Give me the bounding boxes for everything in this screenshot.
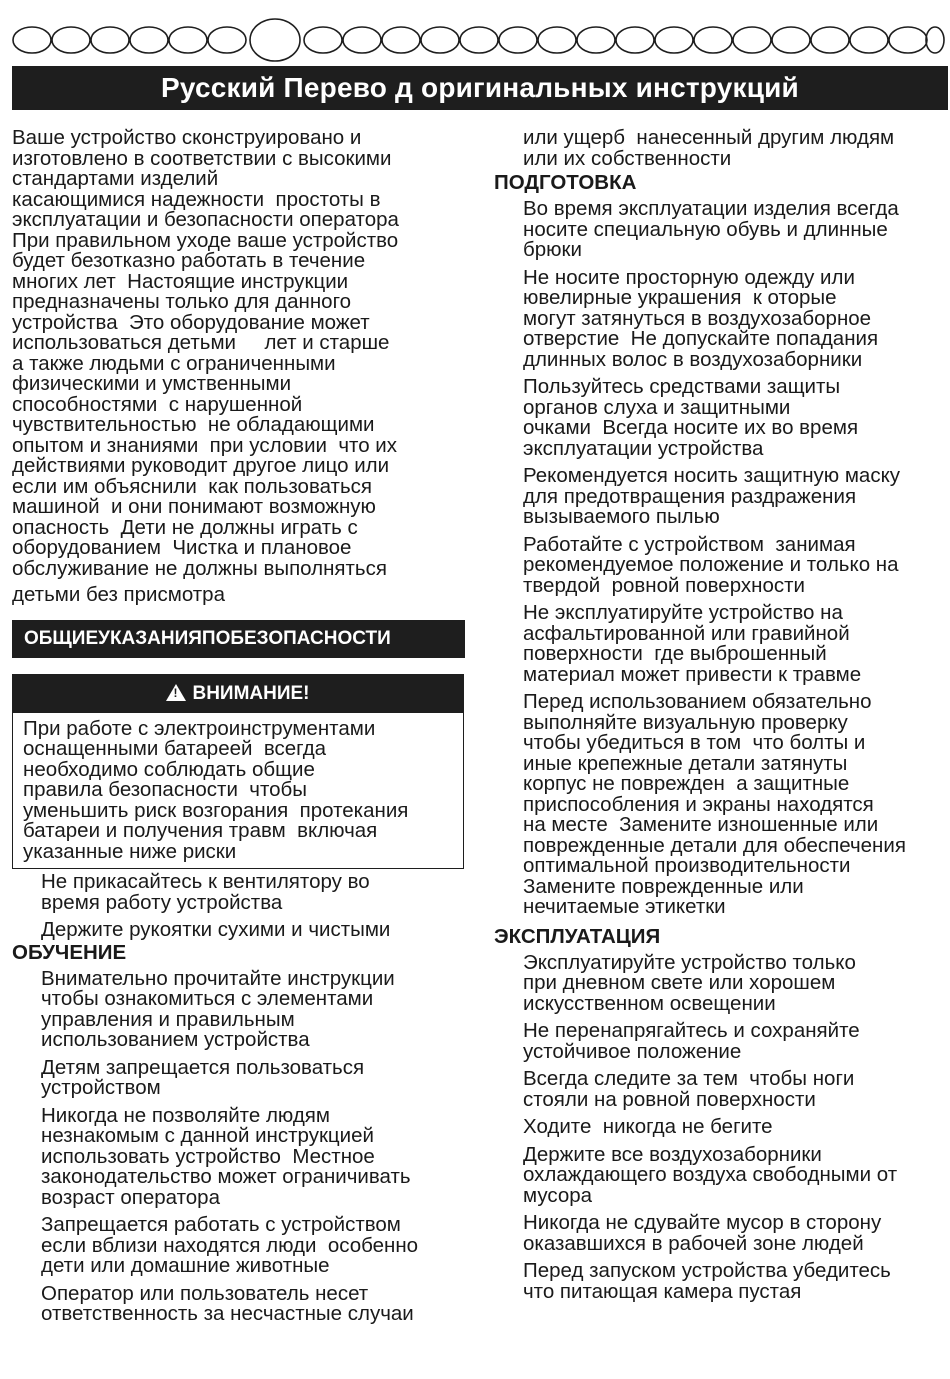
text-line: дети или домашние животные: [41, 1254, 330, 1277]
text-line: органов слуха и защитными: [523, 395, 791, 419]
intro-paragraph: [12, 128, 474, 606]
text-line: Запрещается работать с устройством: [41, 1213, 401, 1236]
text-line: опытом и знаниями при условии что их: [12, 433, 397, 457]
text-line: Рекомендуется носить защитную маску: [523, 464, 901, 487]
text-line: оптимальной производительности: [523, 854, 851, 877]
text-line: Перед использованием обязательно: [523, 690, 872, 713]
text-line: использовать устройство Местное: [41, 1144, 375, 1168]
safety-section-heading: ОБЩИЕУКАЗАНИЯПОБЕЗОПАСНОСТИ: [12, 620, 465, 658]
text-line: уменьшить риск возгорания протекания: [23, 798, 409, 822]
text-line: нечитаемые этикетки: [523, 895, 726, 918]
text-line: время работу устройства: [41, 890, 283, 914]
text-line: приспособления и экраны находятся: [523, 792, 874, 816]
text-line: твердой ровной поверхности: [523, 573, 805, 597]
text-line: охлаждающего воздуха свободными от: [523, 1163, 898, 1186]
list-item-continued: [494, 128, 944, 169]
text-line: могут затянуться в воздухозаборное: [523, 306, 872, 330]
text-line: материал может привести к травме: [523, 662, 862, 686]
text-line: для предотвращения раздражения: [523, 484, 857, 508]
text-line: оснащенными батареей всегда: [23, 737, 327, 760]
text-line: машиной и они понимают возможную: [12, 495, 376, 518]
text-line: длинных волос в воздухозаборники: [523, 347, 863, 371]
text-line: стояли на ровной поверхности: [523, 1087, 816, 1111]
text-line: что питающая камера пустая: [523, 1279, 802, 1303]
list-item: [494, 1213, 944, 1254]
text-line: При правильном уходе ваше устройство: [12, 228, 399, 252]
text-line: если им объяснили как пользоваться: [12, 474, 372, 498]
text-line: законодательство может ограничивать: [41, 1165, 411, 1188]
warning-box: [12, 674, 464, 870]
text-line: носите специальную обувь и длинные: [523, 217, 888, 241]
right-column: [494, 128, 944, 1309]
text-line: иные крепежные детали затянуты: [523, 751, 848, 775]
text-line: чтобы убедиться в том что болты и: [523, 731, 866, 754]
text-line: опасность Дети не должны играть с: [12, 515, 358, 539]
text-line: Не перенапрягайтесь и сохраняйте: [523, 1019, 860, 1042]
text-line: Никогда не позволяйте людям: [41, 1103, 330, 1127]
text-line: Детям запрещается пользоваться: [41, 1055, 365, 1079]
list-item: [12, 872, 474, 913]
text-line: если вблизи находятся люди особенно: [41, 1233, 419, 1257]
list-item: [494, 692, 944, 918]
text-line: изготовлено в соответствии с высокими: [12, 146, 392, 170]
text-line: касающимися надежности простоты в: [12, 187, 381, 211]
text-line: Оператор или пользователь несет: [41, 1281, 369, 1305]
text-line: стандартами изделий: [12, 167, 219, 190]
list-item: [494, 1142, 944, 1207]
preparation-heading: ПОДГОТОВКА: [494, 171, 637, 194]
text-line: Перед запуском устройства убедитесь: [523, 1259, 891, 1282]
list-item: [494, 603, 944, 685]
text-line: управления и правильным: [41, 1007, 295, 1031]
list-item: [494, 532, 944, 597]
text-line: обслуживание не должны выполняться: [12, 556, 387, 580]
text-line: многих лет Настоящие инструкции: [12, 269, 349, 293]
text-line: выполняйте визуальную проверку: [523, 710, 848, 734]
text-line: устройством: [41, 1076, 161, 1099]
left-column: [12, 128, 474, 1332]
text-line: При работе с электроинструментами: [23, 716, 376, 740]
list-item: [494, 1261, 944, 1302]
text-line: Эксплуатируйте устройство только: [523, 950, 856, 974]
text-line: будет безотказно работать в течение: [12, 249, 366, 272]
text-line: или их собственности: [523, 146, 732, 170]
text-line: батареи и получения травм включая: [23, 819, 378, 842]
text-line: поврежденные детали для обеспечения: [523, 833, 906, 857]
text-line: необходимо соблюдать общие: [23, 757, 315, 781]
list-item: [12, 920, 474, 941]
warning-label: ВНИМАНИЕ!: [192, 682, 310, 704]
text-line: незнакомым с данной инструкцией: [41, 1124, 374, 1147]
text-line: чтобы ознакомиться с элементами: [41, 987, 374, 1010]
text-line: ответственность за несчастные случаи: [41, 1302, 414, 1325]
list-item: [494, 950, 944, 1015]
text-line: Не эксплуатируйте устройство на: [523, 601, 843, 624]
list-item: [494, 1021, 944, 1062]
text-line: Держите рукоятки сухими и чистыми: [41, 918, 391, 941]
list-item: [494, 1069, 944, 1110]
text-line: очками Всегда носите их во время: [523, 416, 859, 439]
text-line: асфальтированной или гравийной: [523, 621, 850, 645]
text-line: Всегда следите за тем чтобы ноги: [523, 1067, 855, 1090]
text-line: использованием устройства: [41, 1028, 310, 1051]
text-line: Работайте с устройством занимая: [523, 532, 856, 556]
text-line: возраст оператора: [41, 1185, 220, 1209]
warning-header: [13, 675, 463, 713]
text-line: Внимательно прочитайте инструкции: [41, 966, 395, 990]
text-line: эксплуатации и безопасности оператора: [12, 208, 399, 231]
text-line: Пользуйтесь средствами защиты: [523, 375, 841, 398]
text-line: Замените поврежденные или: [523, 874, 804, 898]
list-item: [12, 1281, 474, 1325]
text-line: мусора: [523, 1183, 593, 1207]
warning-text: [13, 713, 463, 869]
text-line: устойчивое положение: [523, 1039, 742, 1063]
text-line: указанные ниже риски: [23, 839, 237, 863]
text-line: рекомендуемое положение и только на: [523, 553, 899, 576]
text-line: действиями руководит другое лицо или: [12, 454, 390, 477]
text-line: Ходите никогда не бегите: [523, 1115, 773, 1138]
text-line: корпус не поврежден а защитные: [523, 772, 850, 795]
text-line: на месте Замените изношенные или: [523, 813, 879, 836]
text-line: вызываемого пылью: [523, 505, 720, 528]
list-item: [494, 1117, 944, 1138]
text-line: физическими и умственными: [12, 372, 292, 395]
text-line: отверстие Не допускайте попадания: [523, 327, 879, 350]
text-line: эксплуатации устройства: [523, 436, 764, 460]
text-line: ювелирные украшения к оторые: [523, 286, 837, 309]
text-line: или ущерб нанесенный другим людям: [523, 126, 895, 149]
warning-triangle-icon: [166, 684, 186, 701]
list-item: [494, 199, 944, 261]
text-line: а также людьми с ограниченными: [12, 351, 336, 375]
text-line: Во время эксплуатации изделия всегда: [523, 197, 899, 220]
list-item: [494, 265, 944, 371]
list-item: [494, 377, 944, 459]
list-item: [12, 966, 474, 1051]
text-line: при дневном свете или хорошем: [523, 971, 836, 994]
text-line: использоваться детьми лет и старше: [12, 331, 390, 354]
operation-heading: ЭКСПЛУАТАЦИЯ: [494, 924, 661, 948]
text-line: устройства Это оборудование может: [12, 310, 370, 334]
text-line: чувствительностью не обладающими: [12, 413, 375, 436]
list-item: [12, 1055, 474, 1099]
list-item: [12, 1103, 474, 1209]
page-title: Русский Перево д оригинальных инструкций: [12, 66, 948, 110]
text-line: Не прикасайтесь к вентилятору во: [41, 870, 370, 893]
text-line: оказавшихся в рабочей зоне людей: [523, 1231, 864, 1255]
text-line: Не носите просторную одежду или: [523, 265, 855, 289]
list-item: [494, 466, 944, 528]
text-line: детьми без присмотра: [12, 583, 225, 606]
text-line: Держите все воздухозаборники: [523, 1142, 822, 1166]
text-line: правила безопасности чтобы: [23, 778, 308, 801]
text-line: оборудованием Чистка и плановое: [12, 536, 352, 559]
list-item: [12, 1215, 474, 1277]
text-line: Никогда не сдувайте мусор в сторону: [523, 1211, 882, 1234]
decorative-oval-strip: [10, 18, 946, 62]
text-line: брюки: [523, 238, 582, 261]
text-line: предназначены только для данного: [12, 290, 352, 313]
text-line: способностями с нарушенной: [12, 392, 303, 416]
text-line: поверхности где выброшенный: [523, 642, 827, 665]
training-heading: ОБУЧЕНИЕ: [12, 940, 127, 964]
text-line: Ваше устройство сконструировано и: [12, 126, 362, 149]
text-line: искусственном освещении: [523, 991, 776, 1015]
